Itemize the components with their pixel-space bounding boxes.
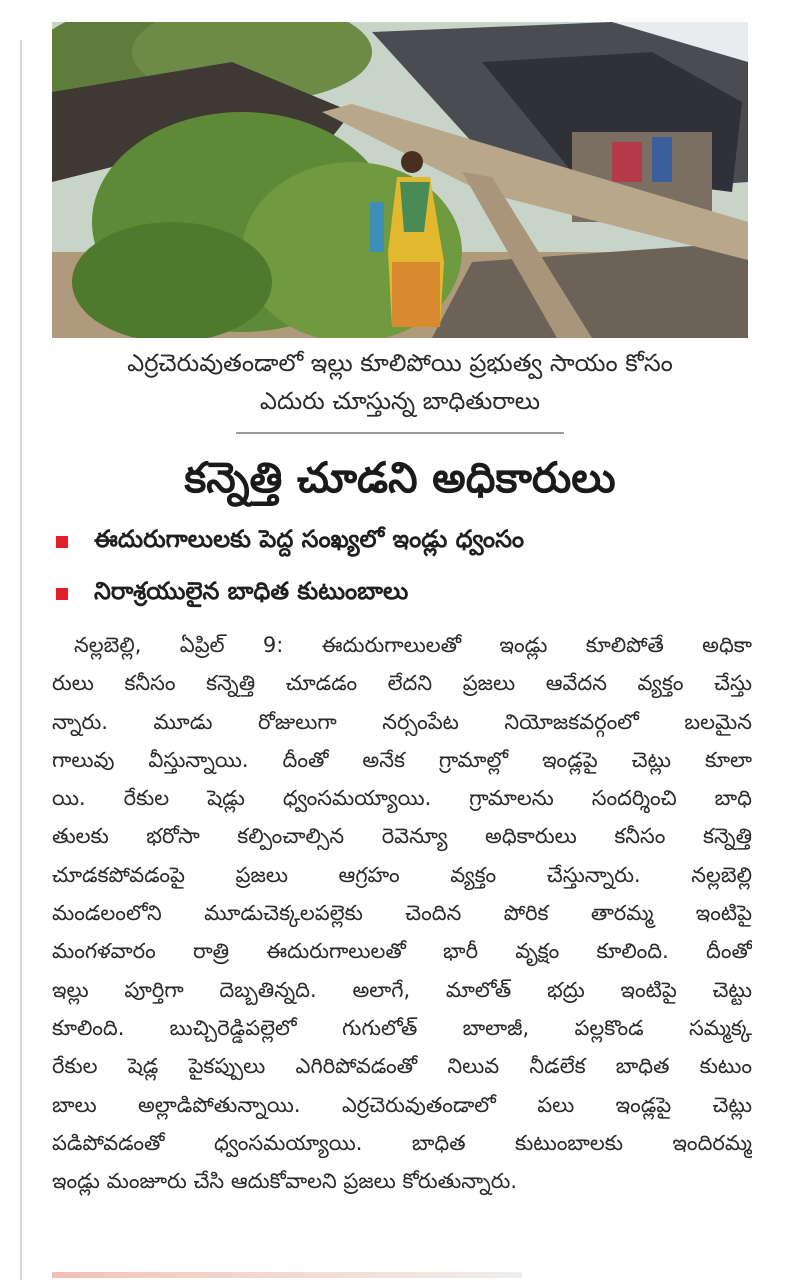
- article-line: తులకు భరోసా కల్పించాల్సిన రెవెన్యూ అధికారులు కనీసం కన్నెత్తి: [52, 824, 752, 849]
- caption-line-2: ఎదురు చూస్తున్న బాధితురాలు: [259, 387, 541, 415]
- article-line: పడిపోవడంతో ధ్వంసమయ్యాయి. బాధిత కుటుంబాలకు ఇందిరమ్మ: [52, 1130, 752, 1155]
- article-line: న్నారు. మూడు రోజులుగా నర్సంపేట నియోజకవర్గంలో బలమైన: [52, 709, 752, 734]
- article-line: కూలింది. బుచ్చిరెడ్డిపల్లెలో గుగులోత్ బాలాజీ, పల్లకొండ సమ్మక్క: [52, 1015, 752, 1040]
- photo-caption: [50, 344, 750, 420]
- bullet-text: ఈదురుగాలులకు పెద్ద సంఖ్యలో ఇండ్లు ధ్వంసం: [94, 525, 525, 553]
- column-rule: [20, 40, 22, 1280]
- article-line: రేకుల షెడ్ల పైకప్పులు ఎగిరిపోవడంతో నిలువ నీడలేక బాధిత కుటుం: [52, 1054, 752, 1079]
- caption-line-1: ఎర్రచెరువుతండాలో ఇల్లు కూలిపోయి ప్రభుత్వ సాయం కోసం: [127, 349, 673, 377]
- article-line: మంగళవారం రాత్రి ఈదురుగాలులతో భారీ వృక్షం కూలింది. దీంతో: [52, 939, 752, 964]
- bullet-list: [50, 516, 750, 620]
- article-line: బాలు అల్లాడిపోతున్నాయి. ఎర్రచెరువుతండాలో పలు ఇండ్లపై చెట్లు: [52, 1092, 752, 1117]
- bullet-item: [50, 568, 750, 620]
- article-line: మండలంలోని మూడుచెక్కలపల్లెకు చెందిన పోరిక తారమ్మ ఇంటిపై: [52, 901, 752, 926]
- article-line: నల్లబెల్లి, ఏప్రిల్ 9: ఈదురుగాలులతో ఇండ్లు కూలిపోతే అధికా: [74, 633, 752, 657]
- next-article-edge: [52, 1272, 522, 1278]
- headline: కన్నెత్తి చూడని అధికారులు: [184, 453, 616, 502]
- article-line: ఇండ్లు మంజూరు చేసి ఆదుకోవాలని ప్రజలు కోరుతున్నారు.: [52, 1169, 518, 1194]
- bullet-item: [50, 516, 750, 568]
- bullet-text: నిరాశ్రయులైన బాధిత కుటుంబాలు: [94, 577, 409, 605]
- caption-divider: [236, 432, 564, 434]
- article-line: యి. రేకుల షెడ్లు ధ్వంసమయ్యాయి. గ్రామాలను సందర్శించి బాధి: [52, 786, 752, 811]
- article-line: చూడకపోవడంపై ప్రజలు ఆగ్రహం వ్యక్తం చేస్తున్నారు. నల్లబెల్లి: [52, 862, 752, 887]
- article-line: రులు కనీసం కన్నెత్తి చూడడం లేదని ప్రజలు ఆవేదన వ్యక్తం చేస్తు: [52, 671, 752, 696]
- news-photo: [52, 22, 748, 338]
- article-line: ఇల్లు పూర్తిగా దెబ్బతిన్నది. అలాగే, మాలోత్ భద్రు ఇంటిపై చెట్టు: [52, 977, 752, 1002]
- article-line: గాలువు వీస్తున్నాయి. దీంతో అనేక గ్రామాల్లో ఇండ్లపై చెట్లు కూలా: [52, 747, 752, 772]
- photo-fallen-tree-icon: [52, 22, 748, 338]
- red-square-icon: [56, 588, 68, 600]
- red-square-icon: [56, 536, 68, 548]
- article-body: [52, 626, 752, 1200]
